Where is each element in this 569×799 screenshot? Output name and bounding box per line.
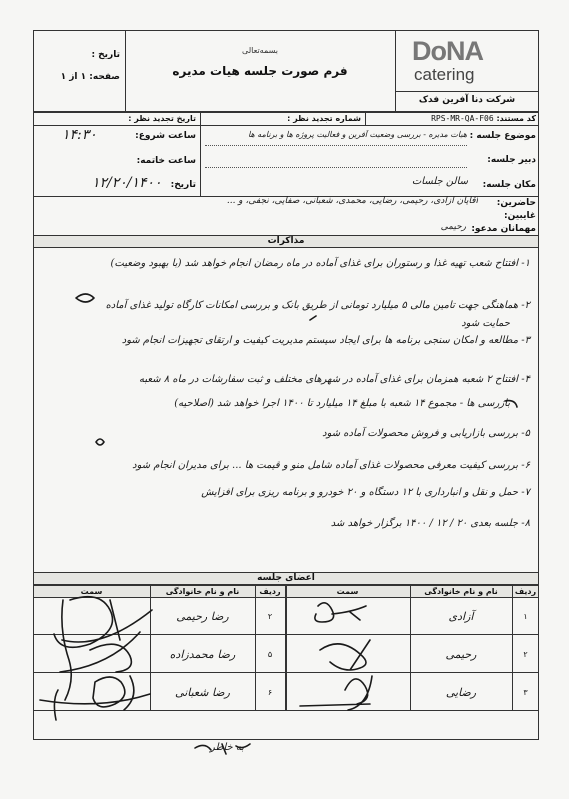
company-logo [412,36,522,88]
end-time-label: ساعت خاتمه: [136,156,196,166]
discussion-item-2: ۲- هماهنگی جهت تامین مالی ۵ میلیارد تومانی از طریق بانک و بررسی امکانات کارگاه تولید غذای آماده [105,300,530,311]
discussion-item-8: ۸- جلسه بعدی ۲۰ / ۱۲ / ۱۴۰۰ برگزار خواهد شد [330,518,530,529]
header-divider-left [125,30,126,112]
attendees-label: حاضرین: [496,198,536,208]
col-name-right: نام و نام خانوادگی [424,587,498,596]
discussion-item-5: ۵- بررسی بازاریابی و فروش محصولات آماده شود [322,428,530,439]
discussion-item-4b: بازرسی ها - مجموع ۱۴ شعبه با مبلغ ۱۴ میلیارد تا ۱۴۰۰ اجرا خواهد شد (اصلاحیه) [174,398,510,409]
subject-value: هیات مدیره - بررسی وضعیت آفرین و فعالیت پروژه ها و برنامه ها [248,130,467,139]
basmala: بسمه‌تعالی [242,46,278,55]
member-row-number: ۲ [523,650,528,659]
date2-value: ۱۲/۲۰/۱۴۰۰ [92,175,162,191]
doc-code [368,114,536,123]
discussion-item-4: ۴- افتتاح ۲ شعبه همزمان برای غذای آماده در شهرهای مختلف و ثبت سفارشات در ماه ۸ شعبه [139,374,530,385]
member-name: رحیمی [445,648,477,661]
member-row-number: ۳ [523,688,528,697]
col-row-right: ردیف [514,587,537,596]
discussion-title: مذاکرات [267,236,305,246]
member-name: رضایی [445,686,477,699]
start-time-value: ۱۴:۳۰ [62,127,97,143]
discussion-item-6: ۶- بررسی کیفیت معرفی محصولات غذای آماده شامل منو و قیمت ها ... برای مدیران انجام شود [132,460,530,471]
secretary-label: دبیر جلسه: [487,155,536,165]
form-title: فرم صورت جلسه هیات مدیره [172,64,348,78]
date-label: تاریخ : [91,50,120,60]
attendees-value: آقایان آزادی، رحیمی، رضایی، محمدی، شعبانی، صفایی، نجفی، و ... [226,196,478,206]
doc-code-value: RPS-MR-QA-F06 [431,114,494,123]
member-row-number: ۱ [523,612,528,621]
member-row-number: ۵ [267,650,273,659]
col-post-right: سمت [336,587,359,596]
subject-label: موضوع جلسه : [469,131,536,141]
company-divider [395,91,539,92]
place-label: مکان جلسه: [482,180,536,190]
guests-value: رحیمی [440,222,466,232]
doc-code-label: کد مستند: [496,114,536,123]
place-value: سالن جلسات [411,176,468,187]
member-row-number: ۲ [267,612,273,621]
company-name: شرکت دنا آفرین فدک [418,95,516,105]
review-date-label: تاریخ تجدید نظر : [128,114,196,123]
col-row-left: ردیف [259,587,281,596]
start-time-label: ساعت شروع: [135,131,196,141]
header-divider-right [395,30,396,112]
logo-text: DoNA [412,36,483,66]
absent-label: غایبین: [504,211,536,221]
discussion-item-2b: حمایت شود [461,318,510,329]
discussion-item-3: ۳- مطالعه و امکان سنجی برنامه ها برای ایجاد سیستم مدیریت کیفیت و ارتقای تجهیزات انجام شود [121,335,530,346]
discussion-item-1: ۱- افتتاح شعب تهیه غذا و رستوران برای غذای آماده در ماه رمضان انجام خواهد شد (با بهبود وضعیت) [110,258,530,269]
member-name: رضا محمدزاده [169,648,236,661]
logo-sub: catering [414,65,475,84]
date2-label: تاریخ: [170,180,196,190]
member-name: آزادی [448,610,474,623]
guests-label: مهمانان مدعو: [471,224,536,234]
col-name-left: نام و نام خانوادگی [165,587,240,596]
col-post-left: سمت [80,587,103,596]
members-title: اعضای جلسه [257,573,315,583]
footer-note: به خاطر [210,742,245,753]
member-name: رضا رحیمی [176,610,229,623]
info-divider [200,126,201,196]
member-row-number: ۶ [267,688,273,697]
member-name: رضا شعبانی [175,686,230,699]
page-label: صفحه: ۱ از ۱ [60,72,120,82]
discussion-item-7: ۷- حمل و نقل و انبارداری با ۱۲ دستگاه و ۲۰ خودرو و برنامه ریزی برای افزایش [201,487,530,498]
review-no-label: شماره تجدید نظر : [287,114,361,123]
